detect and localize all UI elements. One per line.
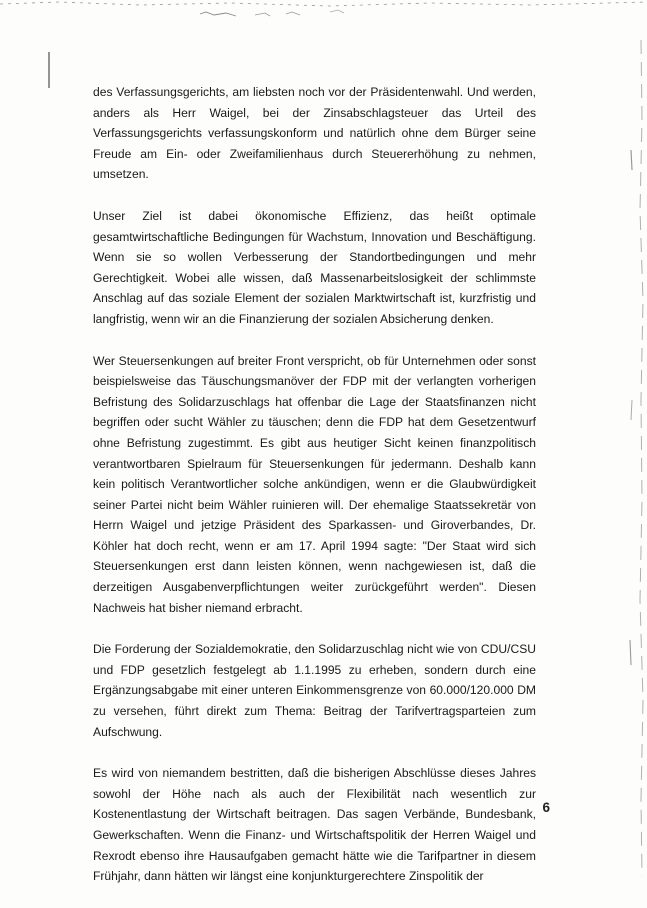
- scan-edge-right: [617, 0, 647, 876]
- document-body: [93, 82, 536, 908]
- paragraph-5: Es wird von niemandem bestritten, daß die bisherigen Abschlüsse dieses Jahres sowohl der Höhe nach als auch der Flexibilität nach wesentlich zur Kostenentlastung der Wirtschaft beitragen. Das sagen Verbände, Bundesbank, Gewerkschaften. Wenn die Finanz- und Wirtschaftspolitik der Herren Waigel und Rexrodt ebenso ihre Hausaufgaben gemacht hätte wie die Tarifpartner in diesem Frühjahr, dann hätten wir längst eine konjunkturgerechtere Zinspolitik der: [93, 766, 536, 884]
- paragraph-1: des Verfassungsgerichts, am liebsten noch vor der Präsidentenwahl. Und werden, anders als Herr Waigel, bei der Zinsabschlagsteuer das Urteil des Verfassungsgerichts verfassungskonform und natürlich ohne dem Bürger seine Freude am Ein- oder Zweifamilienhaus durch Steuererhöhung zu nehmen, umsetzen.: [93, 85, 536, 182]
- scan-mark-left: [46, 50, 52, 90]
- page-number: 6: [542, 800, 550, 815]
- paragraph-2: Unser Ziel ist dabei ökonomische Effizienz, das heißt optimale gesamtwirtschaftliche Bedingungen für Wachstum, Innovation und Beschäftigung. Wenn sie so wollen Verbesserung der Standortbedingungen und mehr Gerechtigkeit. Wobei alle wissen, daß Massenarbeitslosigkeit der schlimmste Anschlag auf das soziale Element der sozialen Marktwirtschaft ist, kurzfristig und langfristig, wenn wir an die Finanzierung der sozialen Absicherung denken.: [93, 208, 536, 326]
- paragraph-3: Wer Steuersenkungen auf breiter Front verspricht, ob für Unternehmen oder sonst beispielsweise das Täuschungsmanöver der FDP mit der verlangten vorherigen Befristung des Solidarzuschlags hat offenbar die Lage der Staatsfinanzen nicht begriffen oder sucht Wähler zu täuschen; denn die FDP hat dem Gesetzentwurf ohne Befristung zugestimmt. Es gibt aus heutiger Sicht keinen finanzpolitisch verantwortbaren Spielraum für Steuersenkungen für jedermann. Deshalb kann kein politisch Verantwortlicher solche ankündigen, wenn er die Glaubwürdigkeit seiner Partei nicht beim Wähler ruinieren will. Der ehemalige Staatssekretär von Herrn Waigel und jetzige Präsident des Sparkassen- und Giroverbandes, Dr. Köhler hat doch recht, wenn er am 17. April 1994 sagte: "Der Staat wird sich Steuersenkungen erst dann leisten können, wenn nachgewiesen ist, daß die derzeitigen Ausgabenverpflichtungen weiter zurückgeführt werden". Diesen Nachweis hat bisher niemand erbracht.: [93, 353, 536, 615]
- paragraph-4: Die Forderung der Sozialdemokratie, den Solidarzuschlag nicht wie von CDU/CSU und FDP gesetzlich festgelegt ab 1.1.1995 zu erheben, sondern durch eine Ergänzungsabgabe mit einer unteren Einkommensgrenze von 60.000/120.000 DM zu versehen, führt direkt zum Thema: Beitrag der Tarifvertragsparteien zum Aufschwung.: [93, 642, 536, 739]
- scan-edge-top: [0, 0, 647, 22]
